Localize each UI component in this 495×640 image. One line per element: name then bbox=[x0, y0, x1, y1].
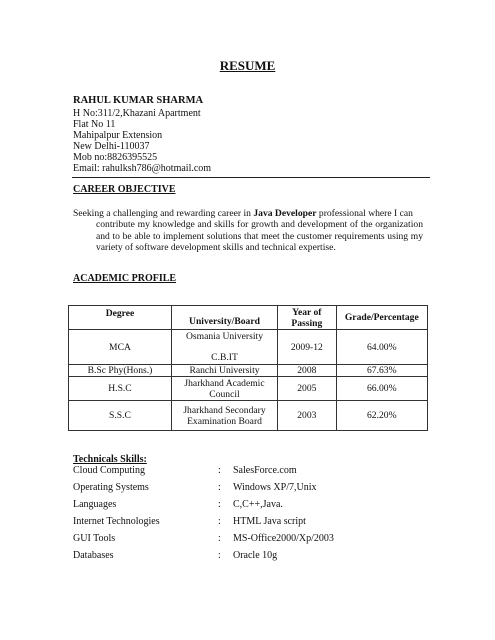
cell-year: 2009-12 bbox=[278, 330, 337, 365]
skill-separator: : bbox=[218, 465, 221, 476]
skill-value: MS-Office2000/Xp/2003 bbox=[233, 533, 334, 544]
skill-value: C,C++,Java. bbox=[233, 499, 283, 510]
page-title: RESUME bbox=[219, 58, 276, 73]
career-objective-heading: CAREER OBJECTIVE bbox=[73, 184, 176, 195]
cell-degree: B.Sc Phy(Hons.) bbox=[69, 365, 172, 377]
skill-label: Internet Technologies bbox=[73, 516, 160, 527]
university-name: Osmania University bbox=[185, 331, 263, 342]
candidate-name: RAHUL KUMAR SHARMA bbox=[73, 95, 204, 106]
skill-label: Cloud Computing bbox=[73, 465, 145, 476]
cell-university: Jharkhand Secondary Examination Board bbox=[171, 401, 277, 431]
university-college: C.B.IT bbox=[211, 352, 238, 363]
table-header-row bbox=[69, 306, 428, 330]
cell-grade: 62.20% bbox=[336, 401, 427, 431]
technical-skills-heading: Technicals Skills: bbox=[73, 454, 147, 465]
cell-grade: 67.63% bbox=[336, 365, 427, 377]
skill-label: GUI Tools bbox=[73, 533, 116, 544]
table-row bbox=[69, 401, 428, 431]
skill-separator: : bbox=[218, 533, 221, 544]
section-divider bbox=[72, 177, 430, 178]
cell-year: 2005 bbox=[278, 377, 337, 401]
cell-year: 2003 bbox=[278, 401, 337, 431]
skill-separator: : bbox=[218, 482, 221, 493]
skill-label: Languages bbox=[73, 499, 117, 510]
cell-degree: S.S.C bbox=[69, 401, 172, 431]
cell-university bbox=[171, 330, 277, 365]
academic-profile-heading: ACADEMIC PROFILE bbox=[73, 273, 177, 284]
skill-value: SalesForce.com bbox=[233, 465, 297, 476]
table-row bbox=[69, 330, 428, 365]
skill-label: Databases bbox=[73, 550, 114, 561]
skill-separator: : bbox=[218, 499, 221, 510]
cell-grade: 64.00% bbox=[336, 330, 427, 365]
address-line: Flat No 11 bbox=[73, 119, 116, 130]
skill-value: HTML Java script bbox=[233, 516, 306, 527]
column-header-year: Year of Passing bbox=[278, 306, 337, 330]
column-header-grade: Grade/Percentage bbox=[336, 306, 427, 330]
objective-text: professional where I can bbox=[316, 208, 413, 219]
skill-label: Operating Systems bbox=[73, 482, 149, 493]
objective-highlight: Java Developer bbox=[253, 208, 317, 219]
cell-university: Jharkhand Academic Council bbox=[171, 377, 277, 401]
skill-value: Oracle 10g bbox=[233, 550, 278, 561]
academic-table bbox=[68, 305, 428, 431]
cell-grade: 66.00% bbox=[336, 377, 427, 401]
phone-line: Mob no:8826395525 bbox=[73, 152, 158, 163]
cell-year: 2008 bbox=[278, 365, 337, 377]
cell-degree: H.S.C bbox=[69, 377, 172, 401]
cell-degree: MCA bbox=[69, 330, 172, 365]
skill-separator: : bbox=[218, 550, 221, 561]
skill-value: Windows XP/7,Unix bbox=[233, 482, 317, 493]
skill-separator: : bbox=[218, 516, 221, 527]
email-line: Email: rahulksh786@hotmail.com bbox=[73, 163, 212, 174]
objective-text: Seeking a challenging and rewarding career in bbox=[73, 208, 254, 219]
column-header-degree: Degree bbox=[69, 306, 172, 330]
cell-university: Ranchi University bbox=[171, 365, 277, 377]
objective-continuation: contribute my knowledge and skills for growth and development of the organization and to be able to implement solutions that meet the customer requirements using my variety of software development skills and technical expertise. bbox=[96, 219, 423, 253]
career-objective-text bbox=[73, 208, 423, 253]
address-line: H No:311/2,Khazani Apartment bbox=[73, 108, 201, 119]
address-line: New Delhi-110037 bbox=[73, 141, 150, 152]
table-row bbox=[69, 377, 428, 401]
column-header-university: University/Board bbox=[171, 306, 277, 330]
address-line: Mahipalpur Extension bbox=[73, 130, 163, 141]
table-row bbox=[69, 365, 428, 377]
